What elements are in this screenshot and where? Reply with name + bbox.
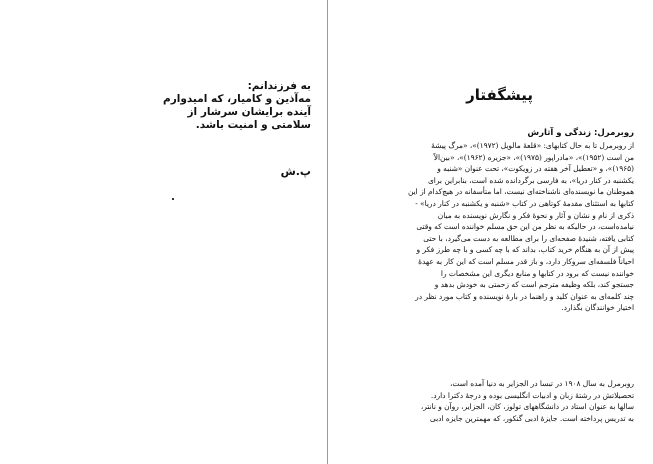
- text-line: کتابی یافته، شنیدهٔ صفحه‌ای را برای مطالعه به دست می‌گیرد، با حتی: [423, 233, 634, 243]
- text-line: روبرمرل به سال ۱۹۰۸ در تبسا در الجزایر به دنیا آمده است،: [450, 379, 634, 388]
- dedication-line: آینده برایشان سرشار از: [187, 106, 311, 118]
- right-page: [328, 0, 653, 464]
- dedication-line: سلامتی و امنیت باشد.: [195, 119, 311, 131]
- text-line: نیامده‌است، در حالیکه به نظر من این حق مسلم خواننده است که وقتی: [416, 222, 634, 232]
- text-line: جستجو کند، بلکه وظیفه مترجم است که زحمتی به خودش بدهد و: [434, 280, 634, 290]
- page-title: پیشگفتار: [466, 86, 533, 104]
- paragraph-2: [360, 378, 634, 424]
- dedication-line: به فرزندانم:: [247, 80, 311, 92]
- dedication-line: مه‌آذین و کامیار، که امیدوارم: [163, 93, 311, 105]
- text-line: احیاناً فلسفه‌ای سروکار دارد، و باز قدر مسلم است که این کار به عهدهٔ: [418, 256, 634, 266]
- text-line: ذکری از نام و نشان و آثار و نحوهٔ فکر و نگارش نویسنده به میان: [437, 210, 634, 220]
- text-line: یکشنبه در کنار دریا»، به فارسی برگردانده شده است، بنابراین برای: [428, 175, 634, 185]
- text-line: کتابها به استثنای مقدمهٔ کوتاهی در کتاب «شنبه و یکشنبه در کنار دریا» -: [415, 198, 634, 208]
- dedication: [81, 80, 311, 132]
- text-line: هموطنان ما نویسنده‌ای ناشناخته‌ای نیست، اما متأسفانه در هیچ‌کدام از این: [408, 187, 634, 197]
- text-line: من است (۱۹۵۲)»، «مادراپور (۱۹۷۵)»، «جزیره (۱۹۶۲)»، «بین‌الاً: [433, 152, 634, 162]
- text-line: از روبرمرل تا به حال کتابهای: «قلعهٔ مالویل (۱۹۷۲)»، «مرگ پیشهٔ: [431, 141, 634, 150]
- text-line: اختیار خوانندگان بگذارد.: [561, 303, 634, 313]
- paragraph-1: [360, 140, 634, 314]
- text-line: پیش از آن به هنگام خرید کتاب، بداند که با چه کسی و با چه طرز فکر و: [416, 245, 634, 255]
- section-heading: روبرمرل: زندگی و آثارش: [527, 128, 634, 138]
- page-speck: [172, 198, 174, 200]
- text-line: (۱۹۶۵)»، و «تعطیل آخر هفته در زویکوت»، تحت عنوان «شنبه و: [437, 164, 634, 174]
- signature-initials: پ.ش: [280, 165, 311, 178]
- text-line: خواننده نیست که برود در کتابها و منابع دیگری این مشخصات را: [440, 268, 634, 278]
- text-line: سالها به عنوان استاد در دانشگاههای تولوز، کان، الجزایر، روآن و نانتر،: [420, 402, 634, 412]
- text-line: به تدریس پرداخته است. جایزهٔ ادبی گنکور، که مهمترین جایزه ادبی: [429, 413, 634, 423]
- text-line: چند کلمه‌ای به عنوان کلید و راهنما در بارهٔ نویسنده و کتاب مورد نظر در: [415, 291, 634, 301]
- text-line: تحصیلاتش در رشتهٔ زبان و ادبیات انگلیسی بوده و درجهٔ دکترا دارد.: [430, 390, 634, 400]
